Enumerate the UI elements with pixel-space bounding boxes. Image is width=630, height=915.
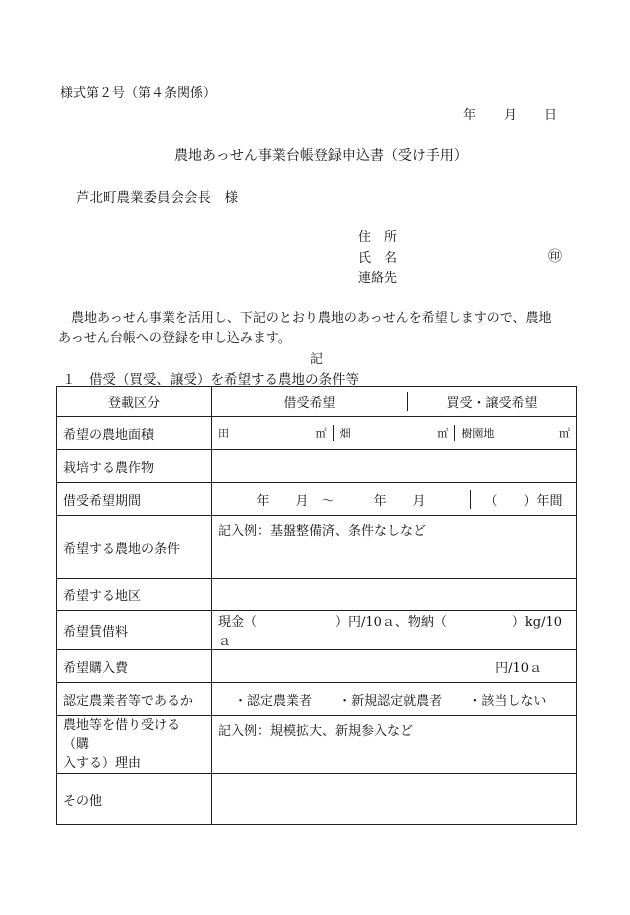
district-label: 希望する地区 bbox=[57, 579, 212, 611]
crop-field[interactable] bbox=[212, 450, 577, 483]
rent-label: 希望賃借料 bbox=[57, 611, 212, 650]
header-lease-option[interactable]: 借受希望 bbox=[212, 392, 408, 411]
conditions-table bbox=[56, 386, 577, 825]
period-range-field[interactable]: 年 月 ～ 年 月 bbox=[212, 490, 471, 509]
header-purchase-option[interactable]: 買受・譲受希望 bbox=[446, 396, 538, 411]
table-row-district bbox=[57, 579, 577, 611]
conditions-label: 希望する農地の条件 bbox=[57, 516, 212, 579]
period-years-field[interactable]: （ ）年間 bbox=[484, 493, 563, 509]
certified-label: 認定農業者等であるか bbox=[57, 683, 212, 716]
section-title: １ 借受（買受、譲受）を希望する農地の条件等 bbox=[62, 372, 359, 388]
rice-area-field[interactable]: 田 ㎡ bbox=[212, 425, 334, 441]
date-day-label: 日 bbox=[544, 108, 558, 123]
certified-option-farmer[interactable]: ・認定農業者 bbox=[234, 693, 313, 709]
address-label: 住 所 bbox=[358, 230, 398, 245]
other-field[interactable] bbox=[212, 774, 577, 825]
table-row-rent bbox=[57, 611, 577, 650]
certified-option-none[interactable]: ・該当しない bbox=[468, 693, 547, 709]
table-row-certified bbox=[57, 683, 577, 716]
table-row-reason bbox=[57, 716, 577, 774]
reason-example: 記入例：規模拡大、新規参入など bbox=[218, 724, 414, 739]
district-field[interactable] bbox=[212, 579, 577, 611]
area-label: 希望の農地面積 bbox=[57, 417, 212, 450]
reason-field[interactable] bbox=[212, 716, 577, 774]
body-text-line2: あっせん台帳への登録を申し込みます。 bbox=[58, 331, 291, 346]
conditions-field[interactable] bbox=[212, 516, 577, 579]
table-row-crop bbox=[57, 450, 577, 483]
purchase-price-label: 希望購入費 bbox=[57, 650, 212, 683]
rent-field[interactable]: 現金（ ）円/10ａ、物納（ ）kg/10ａ bbox=[212, 611, 577, 650]
field-area-field[interactable]: 畑 ㎡ bbox=[334, 425, 456, 441]
reason-label: 農地等を借り受ける（購 入する）理由 bbox=[57, 716, 212, 774]
table-row-header bbox=[57, 387, 577, 417]
crop-label: 栽培する農作物 bbox=[57, 450, 212, 483]
table-row-area bbox=[57, 417, 577, 450]
table-row-period bbox=[57, 483, 577, 516]
certified-option-new-farmer[interactable]: ・新規認定就農者 bbox=[338, 693, 443, 709]
addressee: 芦北町農業委員会会長 様 bbox=[76, 190, 238, 206]
table-row-purchase-price bbox=[57, 650, 577, 683]
table-row-conditions bbox=[57, 516, 577, 579]
other-label: その他 bbox=[57, 774, 212, 825]
table-row-other bbox=[57, 774, 577, 825]
period-label: 借受希望期間 bbox=[57, 483, 212, 516]
seal-mark: ㊞ bbox=[548, 249, 562, 265]
date-year-label: 年 bbox=[463, 108, 477, 123]
date-month-label: 月 bbox=[504, 108, 518, 123]
contact-label: 連絡先 bbox=[358, 271, 398, 286]
conditions-example: 記入例：基盤整備済、条件なしなど bbox=[218, 524, 427, 539]
purchase-price-unit: 円/10ａ bbox=[495, 660, 542, 676]
form-number: 様式第２号（第４条関係） bbox=[60, 86, 217, 101]
body-text-line1: 農地あっせん事業を活用し、下記のとおり農地のあっせんを希望しますので、農地 bbox=[58, 311, 552, 326]
orchard-area-field[interactable]: 樹園地 ㎡ bbox=[461, 427, 571, 440]
purchase-price-field[interactable] bbox=[212, 650, 577, 683]
document-title: 農地あっせん事業台帳登録申込書（受け手用） bbox=[174, 148, 468, 164]
ki-label: 記 bbox=[310, 352, 324, 367]
name-label: 氏 名 bbox=[358, 251, 398, 266]
header-category-label: 登載区分 bbox=[57, 387, 212, 417]
